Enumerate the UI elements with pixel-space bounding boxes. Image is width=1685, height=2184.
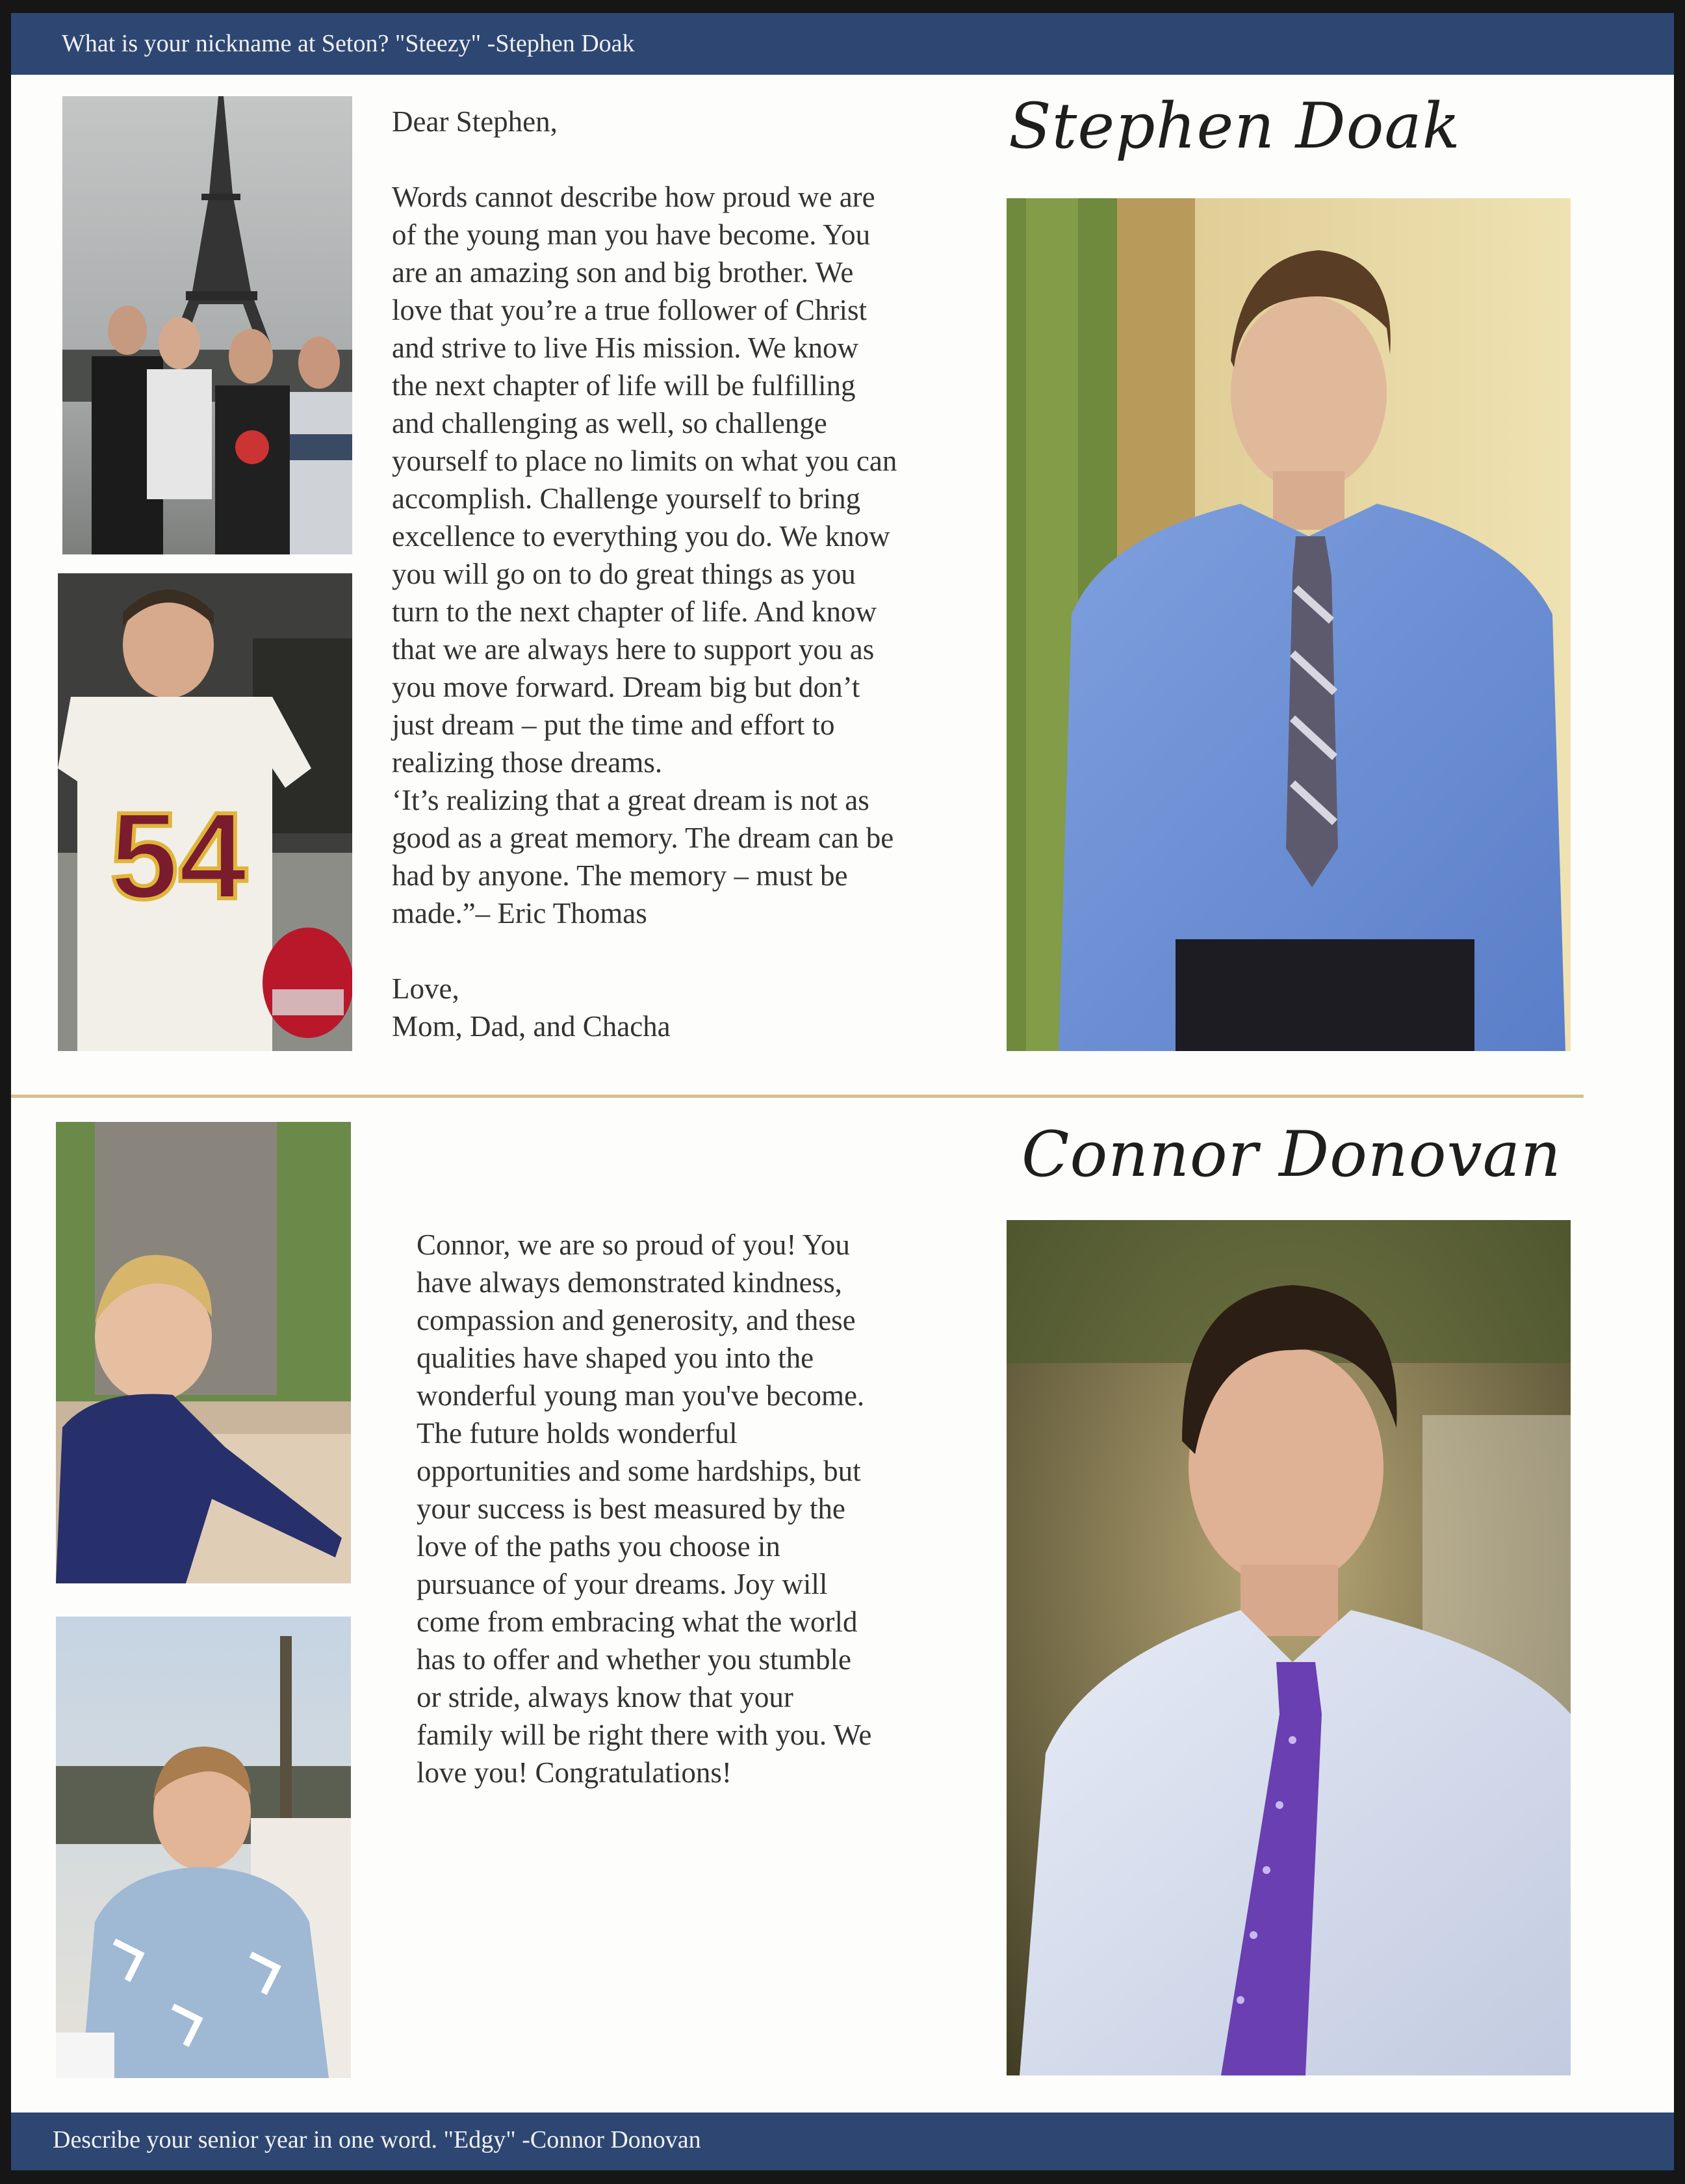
stephen-portrait xyxy=(1007,198,1571,1051)
jersey-number: 54 xyxy=(110,787,248,925)
section-divider xyxy=(11,1095,1584,1098)
top-banner xyxy=(11,13,1674,75)
letter-line: family will be right there with you. We xyxy=(417,1719,872,1751)
letter-line: accomplish. Challenge yourself to bring xyxy=(392,482,861,515)
letter-line: wonderful young man you've become. xyxy=(417,1379,865,1412)
letter-line: compassion and generosity, and these xyxy=(417,1304,856,1336)
letter-line: had by anyone. The memory – must be xyxy=(392,859,848,892)
connor-childhood-image-1 xyxy=(56,1122,351,1583)
letter-signature: Mom, Dad, and Chacha xyxy=(392,1010,671,1043)
bottom-banner xyxy=(11,2112,1674,2170)
letter-line: good as a great memory. The dream can be xyxy=(392,822,894,854)
stephen-portrait-image xyxy=(1007,198,1571,1051)
letter-line: made.”– Eric Thomas xyxy=(392,897,647,930)
letter-line: the next chapter of life will be fulfilling xyxy=(392,369,856,402)
senior-name-stephen: Stephen Doak xyxy=(1009,90,1461,162)
yearbook-page xyxy=(11,13,1674,2170)
letter-line: that we are always here to support you as xyxy=(392,633,875,666)
letter-line: you will go on to do great things as you xyxy=(392,558,856,590)
football-photo xyxy=(58,573,352,1051)
connor-portrait xyxy=(1007,1220,1571,2075)
letter-line: and strive to live His mission. We know xyxy=(392,332,859,364)
football-image xyxy=(58,573,352,1051)
letter-line: opportunities and some hardships, but xyxy=(417,1455,861,1487)
letter-line: has to offer and whether you stumble xyxy=(417,1643,852,1676)
connor-childhood-photo-2 xyxy=(56,1617,351,2078)
letter-line: have always demonstrated kindness, xyxy=(417,1266,842,1299)
letter-line: excellence to everything you do. We know xyxy=(392,520,890,552)
letter-line: Connor, we are so proud of you! You xyxy=(417,1228,850,1261)
family-eiffel-tower-image xyxy=(62,96,352,554)
letter-line: turn to the next chapter of life. And know xyxy=(392,595,877,628)
letter-salutation: Dear Stephen, xyxy=(392,105,558,138)
letter-line: come from embracing what the world xyxy=(417,1606,858,1638)
letter-line: or stride, always know that your xyxy=(417,1681,793,1713)
letter-line: you move forward. Dream big but don’t xyxy=(392,671,860,703)
letter-line: love that you’re a true follower of Christ xyxy=(392,294,868,326)
letter-line: ‘It’s realizing that a great dream is not as xyxy=(392,784,869,816)
letter-line: just dream – put the time and effort to xyxy=(392,708,835,741)
letter-to-connor xyxy=(417,1226,962,1791)
letter-closing: Love, xyxy=(392,972,459,1005)
top-banner-text: What is your nickname at Seton? "Steezy" -Stephen Doak xyxy=(62,30,635,57)
letter-line: are an amazing son and big brother. We xyxy=(392,256,854,289)
family-eiffel-tower-photo xyxy=(62,96,352,554)
letter-line: love of the paths you choose in xyxy=(417,1530,780,1563)
letter-to-stephen xyxy=(392,103,996,1045)
connor-childhood-image-2 xyxy=(56,1617,351,2078)
bottom-banner-text: Describe your senior year in one word. "Edgy" -Connor Donovan xyxy=(53,2126,701,2153)
letter-line: qualities have shaped you into the xyxy=(417,1342,814,1374)
letter-line: Words cannot describe how proud we are xyxy=(392,181,875,213)
senior-name-connor: Connor Donovan xyxy=(1022,1118,1562,1191)
letter-line: yourself to place no limits on what you can xyxy=(392,445,897,477)
letter-line: pursuance of your dreams. Joy will xyxy=(417,1568,828,1600)
connor-childhood-photo-1 xyxy=(56,1122,351,1583)
letter-line: love you! Congratulations! xyxy=(417,1756,732,1789)
letter-line: realizing those dreams. xyxy=(392,746,663,779)
letter-line: your success is best measured by the xyxy=(417,1492,845,1525)
letter-line: and challenging as well, so challenge xyxy=(392,407,827,439)
letter-line: of the young man you have become. You xyxy=(392,218,871,251)
connor-portrait-image xyxy=(1007,1220,1571,2075)
letter-line: The future holds wonderful xyxy=(417,1417,738,1450)
